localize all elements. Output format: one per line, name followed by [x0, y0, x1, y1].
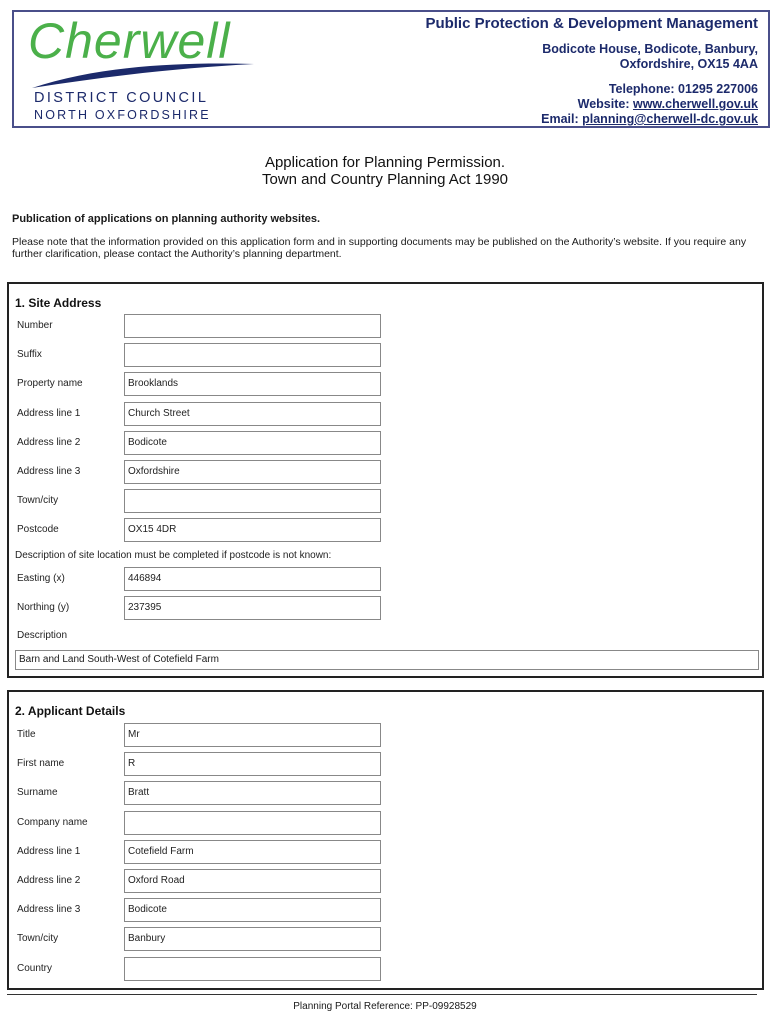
field-input[interactable]: Oxfordshire — [124, 460, 381, 484]
field-input[interactable]: Bratt — [124, 781, 381, 805]
field-input[interactable]: Mr — [124, 723, 381, 747]
field-label: Postcode — [17, 524, 59, 536]
field-input[interactable] — [124, 957, 381, 981]
field-input[interactable]: Bodicote — [124, 431, 381, 455]
website-line: Website: www.cherwell.gov.uk — [577, 97, 758, 111]
address-line-2: Oxfordshire, OX15 4AA — [619, 57, 758, 71]
field-label: Northing (y) — [17, 602, 70, 614]
postcode-note: Description of site location must be completed if postcode is not known: — [15, 550, 332, 561]
field-input[interactable]: OX15 4DR — [124, 518, 381, 542]
field-label: Town/city — [17, 933, 59, 945]
field-input[interactable]: Oxford Road — [124, 869, 381, 893]
council-region: NORTH OXFORDSHIRE — [34, 108, 211, 122]
field-label: Suffix — [17, 349, 42, 361]
field-label: Address line 1 — [17, 407, 81, 419]
field-input[interactable] — [124, 314, 381, 338]
logo-swoosh-icon — [28, 58, 258, 92]
field-label: First name — [17, 758, 65, 770]
field-label: Company name — [17, 816, 88, 828]
email-link[interactable]: planning@cherwell-dc.gov.uk — [582, 112, 758, 126]
field-input[interactable] — [124, 489, 381, 513]
department-name: Public Protection & Development Management — [425, 15, 758, 32]
field-label: Address line 3 — [17, 466, 81, 477]
address-line-1: Bodicote House, Bodicote, Banbury, — [542, 42, 758, 56]
field-label: Title — [17, 729, 36, 740]
section-title: 2. Applicant Details — [15, 704, 126, 718]
council-logo: Cherwell — [28, 13, 231, 69]
field-input[interactable] — [124, 343, 381, 367]
form-title: Application for Planning Permission. Town and Country Planning Act 1990 — [262, 154, 508, 188]
site-address-section — [7, 282, 764, 678]
field-label: Easting (x) — [17, 573, 65, 584]
telephone-line: Telephone: 01295 227006 — [608, 82, 758, 96]
field-input[interactable]: Brooklands — [124, 372, 381, 396]
field-label: Address line 1 — [17, 845, 81, 857]
description-label: Description — [17, 630, 68, 641]
field-label: Surname — [17, 787, 58, 799]
footer-divider — [7, 994, 757, 995]
field-input[interactable]: 237395 — [124, 596, 381, 620]
field-input[interactable]: Bodicote — [124, 898, 381, 922]
portal-reference: Planning Portal Reference: PP-09928529 — [293, 1001, 477, 1012]
publication-notice: Please note that the information provided on this application form and in supporting documents may be published on the Authority’s website. If you require any further clarification, please contact the Authority’s planning department. — [12, 236, 747, 260]
field-input[interactable]: Banbury — [124, 927, 381, 951]
website-link[interactable]: www.cherwell.gov.uk — [632, 97, 758, 111]
council-name: DISTRICT COUNCIL — [34, 90, 209, 106]
field-input[interactable] — [124, 811, 381, 835]
council-header — [12, 10, 770, 128]
field-label: Number — [17, 320, 53, 331]
field-label: Property name — [17, 378, 83, 390]
field-input[interactable]: Cotefield Farm — [124, 840, 381, 864]
field-label: Address line 3 — [17, 904, 81, 916]
applicant-details-section — [7, 690, 764, 990]
publication-heading: Publication of applications on planning authority websites. — [12, 213, 321, 225]
section-title: 1. Site Address — [15, 296, 102, 310]
field-input[interactable]: 446894 — [124, 567, 381, 591]
telephone-number: 01295 227006 — [678, 82, 758, 96]
email-line: Email: planning@cherwell-dc.gov.uk — [541, 112, 758, 126]
field-label: Address line 2 — [17, 436, 81, 448]
field-label: Address line 2 — [17, 875, 81, 886]
field-input[interactable]: Church Street — [124, 402, 381, 426]
description-input[interactable]: Barn and Land South-West of Cotefield Farm — [15, 650, 759, 670]
field-input[interactable]: R — [124, 752, 381, 776]
field-label: Country — [17, 962, 53, 974]
department-contact-block — [425, 14, 758, 127]
field-label: Town/city — [17, 495, 59, 507]
